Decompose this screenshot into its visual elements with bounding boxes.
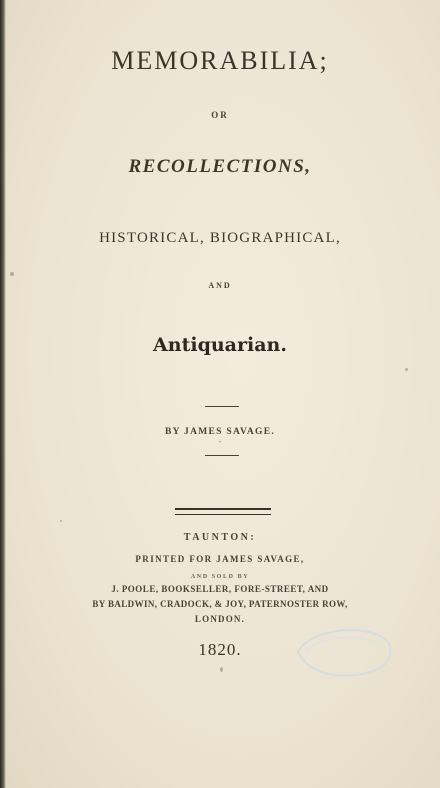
imprint-city: LONDON. bbox=[194, 614, 246, 624]
imprint-printed-for: PRINTED FOR JAMES SAVAGE, bbox=[135, 554, 305, 564]
faded-stamp-mark bbox=[290, 620, 395, 680]
rule-above-author bbox=[205, 406, 239, 407]
book-title: MEMORABILIA; bbox=[111, 46, 329, 75]
paper-speck bbox=[220, 667, 223, 672]
subtitle-antiquarian: Antiquarian. bbox=[153, 334, 287, 356]
imprint-sold-by: AND SOLD BY bbox=[190, 574, 250, 580]
paper-speck bbox=[60, 520, 62, 522]
subtitle-historical: HISTORICAL, BIOGRAPHICAL, bbox=[99, 230, 341, 246]
paper-speck bbox=[10, 272, 14, 276]
connector-or: OR bbox=[211, 110, 229, 120]
imprint-place: TAUNTON: bbox=[183, 532, 257, 543]
rule-below-author bbox=[205, 455, 239, 456]
paper-speck bbox=[405, 368, 408, 371]
publication-year: 1820. bbox=[198, 640, 242, 659]
author-mark: " bbox=[218, 441, 222, 447]
author-line: BY JAMES SAVAGE. bbox=[164, 427, 276, 437]
connector-and: AND bbox=[208, 281, 232, 290]
imprint-seller-2: BY BALDWIN, CRADOCK, & JOY, PATERNOSTER ROW, bbox=[92, 599, 348, 609]
double-rule-divider bbox=[175, 508, 271, 515]
subtitle-recollections: RECOLLECTIONS, bbox=[128, 156, 312, 177]
imprint-seller-1: J. POOLE, BOOKSELLER, FORE-STREET, AND bbox=[111, 584, 329, 594]
